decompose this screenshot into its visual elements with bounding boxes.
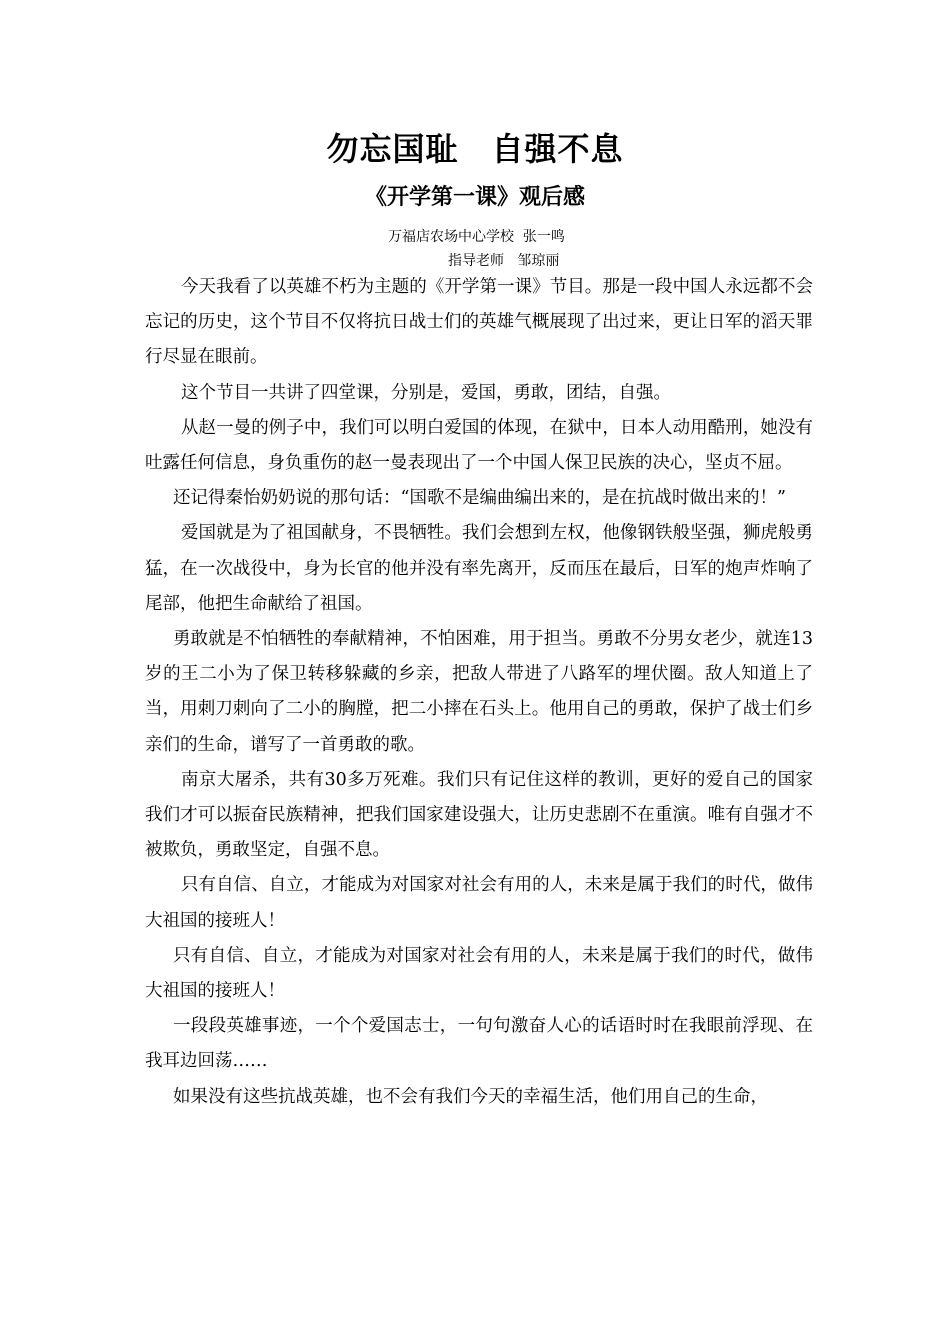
essay-body: [145, 270, 813, 1115]
document-title: 勿忘国耻 自强不息: [326, 130, 624, 168]
author-line: 万福店农场中心学校 张一鸣: [388, 229, 565, 245]
paragraph-1: 今天我看了以英雄不朽为主题的《开学第一课》节目。那是一段中国人永远都不会忘记的历史，这个节目不仅将抗日战士们的英雄气概展现了出过来，更让日军的滔天罪行尽显在眼前。: [145, 277, 813, 368]
paragraph-8: 只有自信、自立，才能成为对国家对社会有用的人，未来是属于我们的时代，做伟大祖国的接班人！: [145, 875, 813, 931]
paragraph-4: 还记得秦怡奶奶说的那句话：“国歌不是编曲编出来的，是在抗战时做出来的！”: [173, 488, 786, 509]
paragraph-5: 爱国就是为了祖国献身，不畏牺牲。我们会想到左权，他像钢铁般坚强，狮虎般勇猛，在一次战役中，身为长官的他并没有率先离开，反而压在最后，日军的炮声炸响了尾部，他把生命献给了祖国。: [145, 523, 813, 614]
paragraph-10: 一段段英雄事迹，一个个爱国志士，一句句激奋人心的话语时时在我眼前浮现、在我耳边回荡……: [145, 1016, 813, 1072]
paragraph-11: 如果没有这些抗战英雄，也不会有我们今天的幸福生活，他们用自己的生命，: [173, 1086, 768, 1107]
paragraph-9: 只有自信、自立，才能成为对国家对社会有用的人，未来是属于我们的时代，做伟大祖国的接班人！: [145, 945, 813, 1002]
paragraph-3: 从赵一曼的例子中，我们可以明白爱国的体现，在狱中，日本人动用酷刑，她没有吐露任何信息，身负重伤的赵一曼表现出了一个中国人保卫民族的决心，坚贞不屈。: [145, 417, 813, 474]
paragraph-6: 勇敢就是不怕牺牲的奉献精神，不怕困难，用于担当。勇敢不分男女老少，就连13岁的王二小为了保卫转移躲藏的乡亲，把敌人带进了八路军的埋伏圈。敌人知道上了当，用刺刀刺向了二小的胸膛，把二小摔在石头上。他用自己的勇敢，保护了战士们乡亲们的生命，谱写了一首勇敢的歌。: [145, 629, 813, 755]
paragraph-7: 南京大屠杀，共有30多万死难。我们只有记住这样的教训，更好的爱自己的国家我们才可以振奋民族精神，把我们国家建设强大，让历史悲剧不在重演。唯有自强才不被欺负，勇敢坚定，自强不息。: [145, 769, 813, 861]
document-subtitle: 《开学第一课》观后感: [364, 185, 585, 210]
teacher-line: 指导老师 邹琼丽: [448, 253, 560, 269]
paragraph-2: 这个节目一共讲了四堂课，分别是，爱国，勇敢，团结，自强。: [181, 382, 671, 403]
